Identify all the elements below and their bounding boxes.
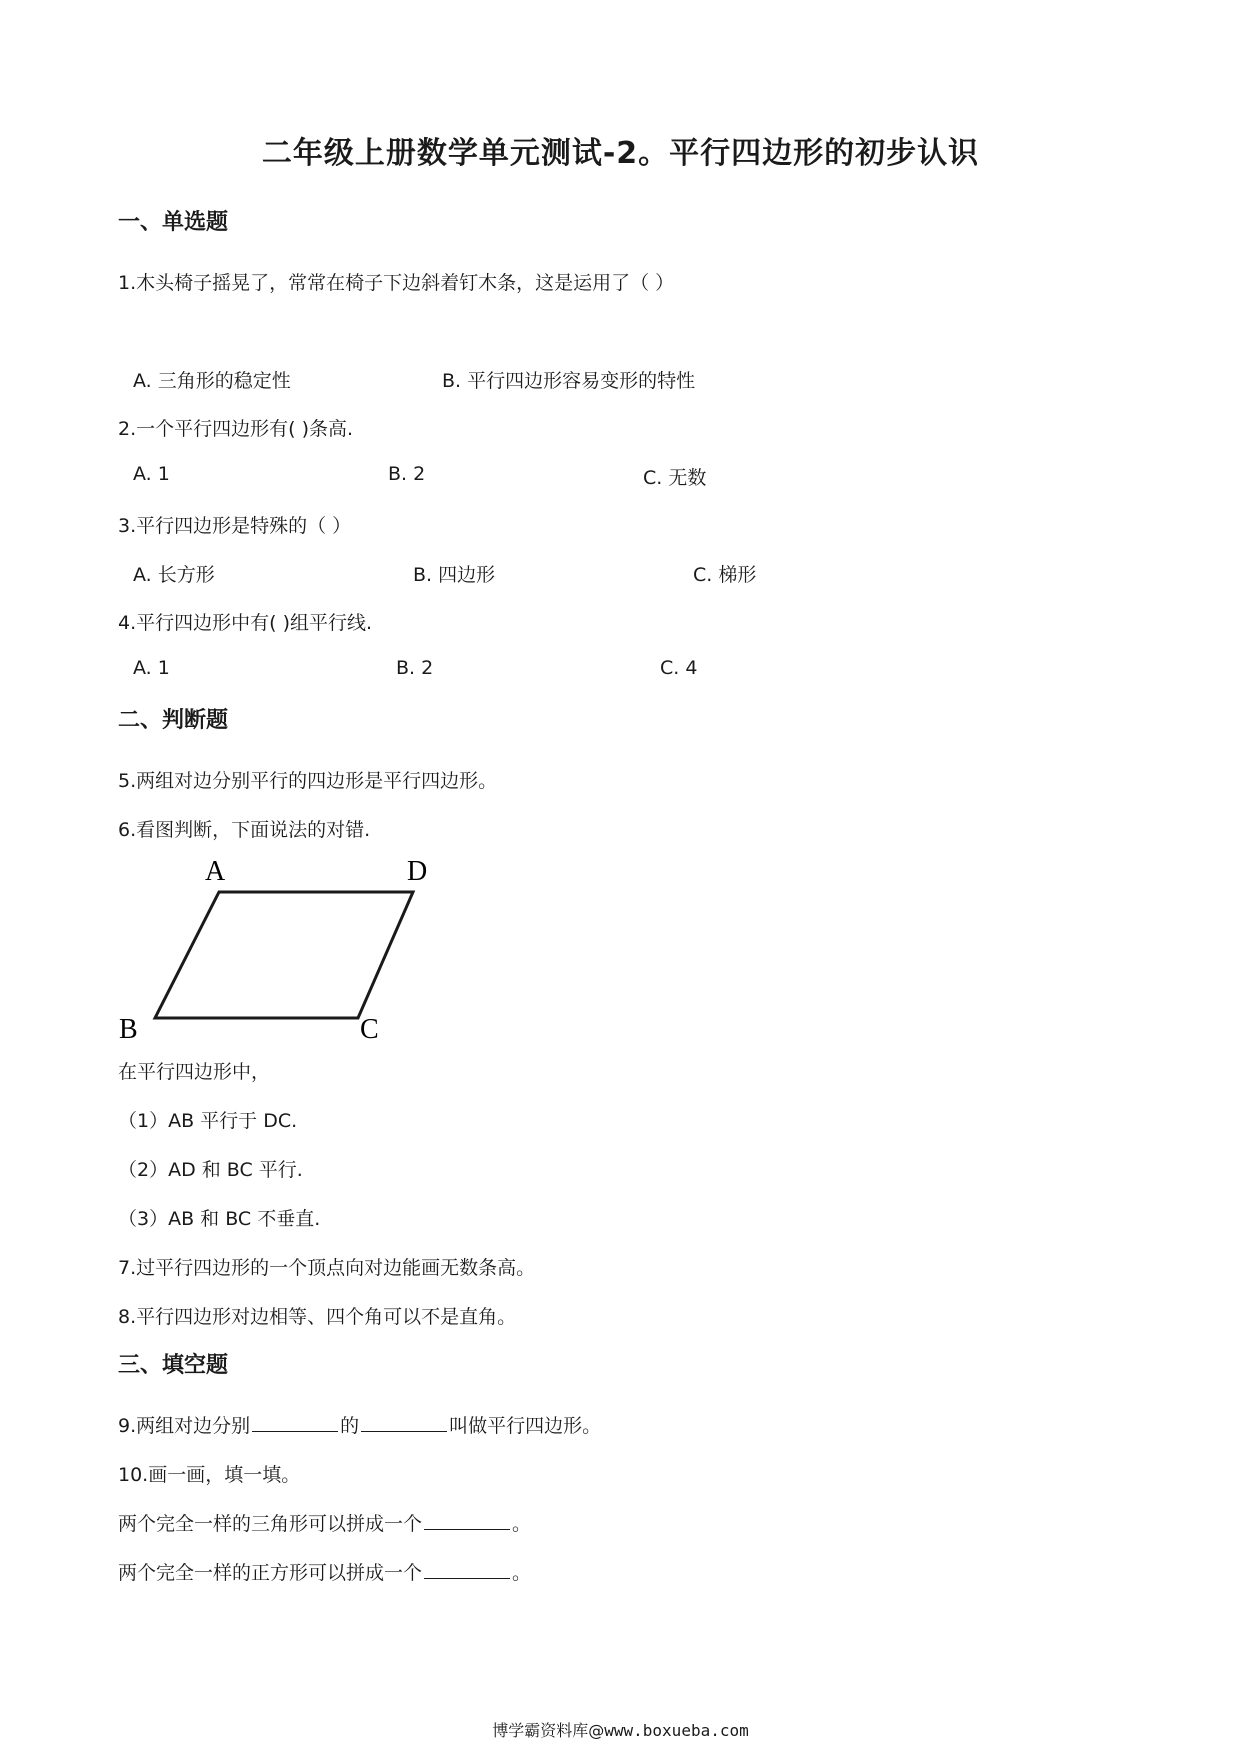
q10-line-2-text: 两个完全一样的正方形可以拼成一个: [118, 1562, 423, 1584]
question-3: 3.平行四边形是特殊的（ ）: [118, 515, 352, 537]
vertex-label-b: B: [119, 1014, 138, 1045]
q2-option-c: C. 无数: [643, 467, 707, 489]
question-8: 8.平行四边形对边相等、四个角可以不是直角。: [118, 1306, 517, 1328]
vertex-label-c: C: [360, 1014, 379, 1045]
q10-blank-1[interactable]: [424, 1528, 510, 1530]
section-heading-single-choice: 一、单选题: [118, 210, 229, 235]
page-footer: [0, 1718, 1241, 1741]
q6-statement-1: （1）AB 平行于 DC.: [118, 1110, 298, 1132]
footer-brand: 博学霸资料库@: [492, 1721, 605, 1740]
footer-url[interactable]: www.boxueba.com: [604, 1721, 749, 1740]
q10-line-1-text: 两个完全一样的三角形可以拼成一个: [118, 1513, 423, 1535]
vertex-label-a: A: [205, 856, 226, 887]
q9-blank-2[interactable]: [361, 1430, 447, 1432]
question-9: [118, 1411, 601, 1438]
page-title: 二年级上册数学单元测试-2。平行四边形的初步认识: [261, 136, 980, 171]
question-1: 1.木头椅子摇晃了，常常在椅子下边斜着钉木条，这是运用了（ ）: [118, 272, 675, 294]
q6-statement-3: （3）AB 和 BC 不垂直.: [118, 1208, 321, 1230]
q4-option-a: A. 1: [133, 657, 170, 679]
q1-option-b: B. 平行四边形容易变形的特性: [442, 370, 696, 392]
parallelogram-figure: [115, 848, 455, 1052]
q10-blank-2[interactable]: [424, 1577, 510, 1579]
q3-option-c: C. 梯形: [693, 564, 757, 586]
q2-option-b: B. 2: [388, 463, 426, 485]
q10-line-2: [118, 1558, 531, 1585]
q9-prefix: 9.两组对边分别: [118, 1415, 251, 1437]
question-10: 10.画一画，填一填。: [118, 1464, 301, 1486]
section-heading-true-false: 二、判断题: [118, 708, 229, 733]
q6-statement-2: （2）AD 和 BC 平行.: [118, 1159, 303, 1181]
q10-line-1: [118, 1509, 531, 1536]
q2-option-a: A. 1: [133, 463, 170, 485]
q9-middle: 的: [340, 1415, 360, 1437]
question-2: 2.一个平行四边形有( )条高.: [118, 418, 354, 440]
q10-line-2-end: 。: [512, 1562, 532, 1584]
vertex-label-d: D: [407, 856, 428, 887]
q9-suffix: 叫做平行四边形。: [449, 1415, 602, 1437]
question-6: 6.看图判断，下面说法的对错.: [118, 819, 371, 841]
q6-intro: 在平行四边形中，: [118, 1061, 271, 1083]
parallelogram-shape: [155, 892, 413, 1018]
q9-blank-1[interactable]: [252, 1430, 338, 1432]
section-heading-fill-blank: 三、填空题: [118, 1353, 229, 1378]
q4-option-b: B. 2: [396, 657, 434, 679]
question-4: 4.平行四边形中有( )组平行线.: [118, 612, 373, 634]
q4-option-c: C. 4: [660, 657, 698, 679]
q3-option-a: A. 长方形: [133, 564, 215, 586]
q10-line-1-end: 。: [512, 1513, 532, 1535]
question-5: 5.两组对边分别平行的四边形是平行四边形。: [118, 770, 498, 792]
q1-option-a: A. 三角形的稳定性: [133, 370, 291, 392]
question-7: 7.过平行四边形的一个顶点向对边能画无数条高。: [118, 1257, 536, 1279]
q3-option-b: B. 四边形: [413, 564, 496, 586]
